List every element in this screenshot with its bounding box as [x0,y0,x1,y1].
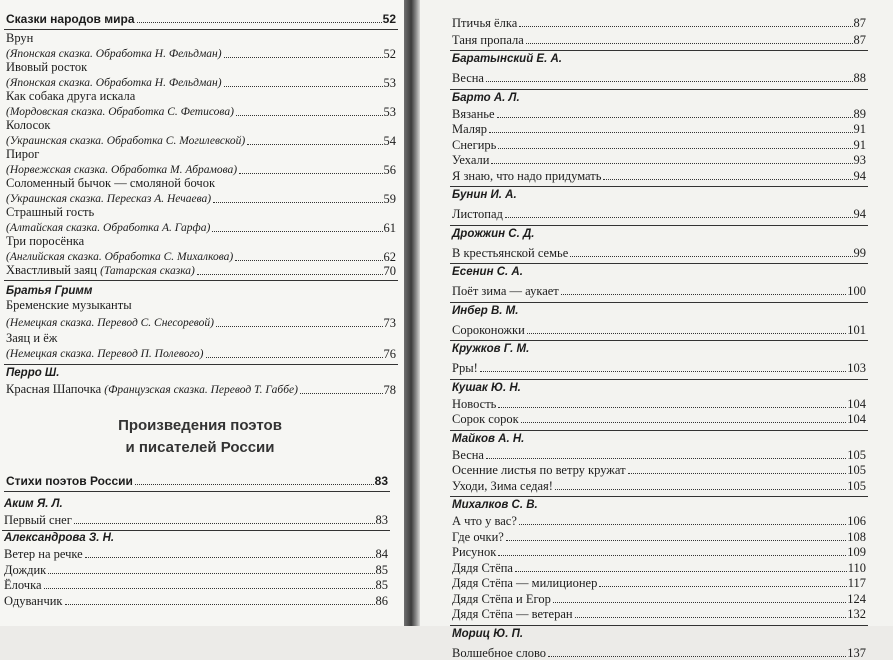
entry-title: Я знаю, что надо придумать [452,168,602,183]
toc-entry[interactable] [6,105,396,119]
author-name: Барто А. Л. [452,91,520,104]
toc-section-poems[interactable] [6,474,388,488]
page-number: 100 [847,284,866,298]
entry-title: Ёлочка [4,578,42,592]
entry-title: Весна [452,447,484,462]
entry-note: (Английская сказка. Обработка С. Михалкова) [6,251,234,263]
page-number: 53 [383,76,396,90]
page-number: 89 [853,106,866,121]
entry-note: (Украинская сказка. Пересказ А. Нечаева) [6,193,212,205]
entry-title: Дядя Стёпа — милиционер [452,576,598,590]
toc-entry[interactable] [6,134,396,148]
leader-dots [212,231,382,232]
entry-note: (Алтайская сказка. Обработка А. Гарфа) [6,222,211,234]
leader-dots [555,489,846,490]
entry-title: Птичья ёлка [452,16,518,30]
entry-title: Листопад [452,207,503,221]
page-number: 91 [853,137,866,152]
entry-title: Таня пропала [452,33,524,47]
page-number: 137 [847,645,866,660]
author-rule [450,263,868,264]
entry-title: Дождик [4,562,47,577]
section-title: Стихи поэтов России [6,474,133,488]
toc-entry[interactable] [452,448,866,462]
toc-entry[interactable] [4,578,388,592]
author-name: Михалков С. В. [452,499,538,511]
leader-dots [497,117,853,118]
toc-entry[interactable] [6,31,396,45]
page-number: 85 [375,562,388,577]
toc-entry[interactable] [6,76,396,90]
toc-entry[interactable] [452,207,866,221]
leader-dots [197,274,383,275]
page-number: 62 [383,250,396,264]
page-number: 101 [847,322,866,337]
entry-title: Колосок [6,118,51,132]
entry-title: Новость [452,396,497,411]
section-rule [4,491,390,492]
leader-dots [603,179,852,180]
leader-dots [489,132,852,133]
leader-dots [628,473,847,474]
entry-title: Где очки? [452,529,504,544]
page-number: 94 [853,168,866,183]
leader-dots [553,602,846,603]
page-number: 61 [383,221,396,235]
toc-entry[interactable] [452,576,866,590]
toc-entry[interactable] [452,479,866,493]
leader-dots [570,256,852,257]
page-number: 87 [853,16,866,30]
part-heading [100,415,300,459]
toc-entry[interactable] [452,463,866,477]
toc-entry[interactable] [6,263,396,278]
leader-dots [48,573,374,574]
toc-entry[interactable] [6,234,396,248]
page-number: 84 [375,547,388,561]
page-number: 109 [847,545,866,559]
entry-title: Дядя Стёпа [452,560,513,575]
leader-dots [65,604,375,605]
leader-dots [505,217,853,218]
entry-title: Как собака друга искала [6,89,136,103]
entry-title: Сорок сорок [452,412,519,426]
leader-dots [486,81,853,82]
toc-entry[interactable] [452,169,866,183]
toc-entry[interactable] [452,514,866,528]
toc-entry[interactable] [6,118,396,132]
entry-note: (Немецкая сказка. Перевод П. Полевого) [6,348,204,360]
page-number: 76 [383,347,396,361]
page-number: 83 [375,513,388,527]
entry-title: В крестьянской семье [452,245,569,260]
leader-dots [527,333,846,334]
toc-entry[interactable] [6,89,396,103]
leader-dots [561,294,846,295]
toc-entry[interactable] [6,347,396,361]
toc-entry[interactable] [452,71,866,85]
author-name: Есенин С. А. [452,266,523,278]
author-rule [450,186,868,187]
leader-dots [247,144,382,145]
leader-dots [300,393,383,394]
leader-dots [216,326,383,327]
leader-dots [515,571,847,572]
page-number: 87 [853,33,866,47]
entry-title: Маляр [452,122,488,136]
entry-title: Дядя Стёпа — ветеран [452,607,573,621]
author-name: Дрожжин С. Д. [452,227,535,240]
entry-title: Страшный гость [6,205,95,219]
leader-dots [206,357,383,358]
toc-entry[interactable] [4,563,388,577]
entry-title: Уехали [452,153,490,167]
toc-entry[interactable] [6,221,396,235]
author-rule [450,302,868,303]
entry-title: Три поросёнка [6,234,85,248]
page-number: 132 [847,607,866,621]
toc-entry[interactable] [6,163,396,177]
entry-note: (Украинская сказка. Обработка С. Могилевской) [6,135,246,147]
toc-entry-title[interactable] [6,298,396,312]
part-heading-line-1: Произведения поэтов [118,417,282,434]
author-rule [4,364,398,365]
toc-entry[interactable] [452,412,866,426]
page-number: 83 [374,474,388,488]
page-number: 104 [847,396,866,411]
leader-dots [599,586,846,587]
toc-entry[interactable] [4,513,388,527]
entry-title: Весна [452,71,484,85]
leader-dots [135,484,374,485]
entry-title: Пирог [6,147,40,161]
leader-dots [521,422,847,423]
toc-entry[interactable] [452,646,866,660]
leader-dots [548,656,846,657]
entry-note: (Японская сказка. Обработка Н. Фельдман) [6,77,222,89]
toc-entry[interactable] [452,545,866,559]
toc-entry[interactable] [6,176,396,190]
leader-dots [137,22,382,23]
leader-dots [74,523,375,524]
page-number: 110 [847,560,866,575]
leader-dots [575,617,847,618]
section-rule [4,29,398,30]
page-number: 78 [383,383,396,397]
page-number: 105 [847,463,866,477]
entry-title: Заяц и ёж [6,331,58,345]
author-name: Инбер В. М. [452,304,519,317]
leader-dots [491,163,852,164]
toc-entry[interactable] [452,33,866,47]
leader-dots [486,458,846,459]
leader-dots [224,57,383,58]
toc-entry[interactable] [452,107,866,121]
page-number: 56 [383,163,396,177]
entry-title: Врун [6,31,34,45]
author-name: Аким Я. Л. [4,498,63,510]
entry-note: (Японская сказка. Обработка Н. Фельдман) [6,48,222,60]
toc-entry[interactable] [452,246,866,260]
entry-title: Ивовый росток [6,60,88,74]
author-rule [450,89,868,90]
page-number: 108 [847,529,866,544]
page-number: 53 [383,105,396,119]
toc-entry[interactable] [6,47,396,61]
entry-title: Волшебное слово [452,645,547,660]
entry-title: Одуванчик [4,593,63,608]
leader-dots [239,173,382,174]
left-page [0,0,404,626]
leader-dots [236,115,383,116]
author-name: Братья Гримм [6,285,93,297]
page-number: 88 [853,71,866,85]
page-number: 104 [847,412,866,426]
entry-title: Хвастливый заяц [6,263,97,277]
toc-entry-title[interactable] [6,331,396,345]
toc-entry[interactable] [6,192,396,206]
page-number: 117 [847,576,866,590]
author-name: Кружков Г. М. [452,343,530,355]
entry-note: (Татарская сказка) [100,265,195,277]
leader-dots [224,86,383,87]
author-rule [450,496,868,497]
section-title: Сказки народов мира [6,12,135,26]
entry-title: Рры! [452,361,478,375]
page-number: 93 [853,153,866,167]
toc-entry[interactable] [452,122,866,136]
leader-dots [213,202,382,203]
page-number: 70 [383,264,396,278]
toc-entry[interactable] [452,284,866,298]
entry-title: Снегирь [452,137,497,152]
leader-dots [85,557,375,558]
entry-title: Осенние листья по ветру кружат [452,463,626,477]
toc-entry[interactable] [452,607,866,621]
page-number: 86 [375,593,388,608]
toc-entry[interactable] [6,316,396,330]
page-number: 94 [853,207,866,221]
page-number: 106 [847,514,866,528]
author-rule [450,625,868,626]
toc-entry[interactable] [6,382,396,397]
leader-dots [44,588,375,589]
toc-entry[interactable] [452,592,866,606]
leader-dots [506,540,846,541]
leader-dots [498,148,852,149]
toc-entry[interactable] [4,547,388,561]
entry-title: Красная Шапочка [6,382,102,396]
author-rule [450,50,868,51]
page-number: 54 [383,134,396,148]
leader-dots [519,524,846,525]
author-name: Майков А. Н. [452,432,525,445]
entry-title: Поёт зима — аукает [452,284,559,298]
page-number: 85 [375,578,388,592]
author-rule [450,340,868,341]
leader-dots [519,26,852,27]
page-number: 52 [383,47,396,61]
leader-dots [235,260,382,261]
author-name: Мориц Ю. П. [452,627,524,640]
author-name: Кушак Ю. Н. [452,381,521,394]
entry-title: Первый снег [4,513,72,527]
entry-title: Рисунок [452,545,497,559]
author-rule [450,225,868,226]
entry-note: (Норвежская сказка. Обработка М. Абрамова) [6,164,238,176]
toc-entry[interactable] [6,205,396,219]
toc-entry[interactable] [452,397,866,411]
entry-title: Бременские музыканты [6,298,132,312]
toc-entry[interactable] [452,16,866,30]
toc-entry[interactable] [6,147,396,161]
entry-note: (Мордовская сказка. Обработка С. Фетисова) [6,106,234,118]
toc-entry[interactable] [452,530,866,544]
page-number: 73 [383,316,396,330]
author-rule [450,379,868,380]
page-number: 103 [847,361,866,375]
page-number: 52 [382,12,396,26]
toc-entry[interactable] [452,153,866,167]
author-rule [4,280,398,281]
page-number: 124 [847,591,866,606]
toc-entry[interactable] [452,361,866,375]
entry-title: Дядя Стёпа и Егор [452,591,551,606]
page-number: 91 [853,122,866,136]
toc-entry[interactable] [4,594,388,608]
author-name: Бунин И. А. [452,189,517,201]
entry-note: (Французская сказка. Перевод Т. Габбе) [104,384,298,396]
toc-section-fairytales[interactable] [6,12,396,26]
page-number: 99 [853,245,866,260]
page-number: 105 [847,447,866,462]
entry-title: Вязанье [452,106,495,121]
toc-entry[interactable] [6,60,396,74]
entry-title: Уходи, Зима седая! [452,478,553,493]
toc-entry[interactable] [452,323,866,337]
entry-title: А что у вас? [452,514,517,528]
leader-dots [480,371,846,372]
toc-entry[interactable] [6,250,396,264]
entry-note: (Немецкая сказка. Перевод С. Снесоревой) [6,317,214,329]
entry-title: Сороконожки [452,322,525,337]
page-number: 59 [383,192,396,206]
part-heading-line-2: и писателей России [125,439,275,456]
toc-entry[interactable] [452,561,866,575]
leader-dots [498,407,846,408]
book-gutter [404,0,420,626]
author-name: Александрова З. Н. [4,532,115,544]
toc-entry[interactable] [452,138,866,152]
right-page [420,0,893,660]
entry-title: Ветер на речке [4,547,83,561]
leader-dots [526,43,853,44]
author-name: Баратынский Е. А. [452,53,562,65]
author-rule [450,430,868,431]
entry-title: Соломенный бычок — смоляной бочок [6,176,216,190]
page-number: 105 [847,478,866,493]
author-name: Перро Ш. [6,367,60,379]
leader-dots [498,555,846,556]
